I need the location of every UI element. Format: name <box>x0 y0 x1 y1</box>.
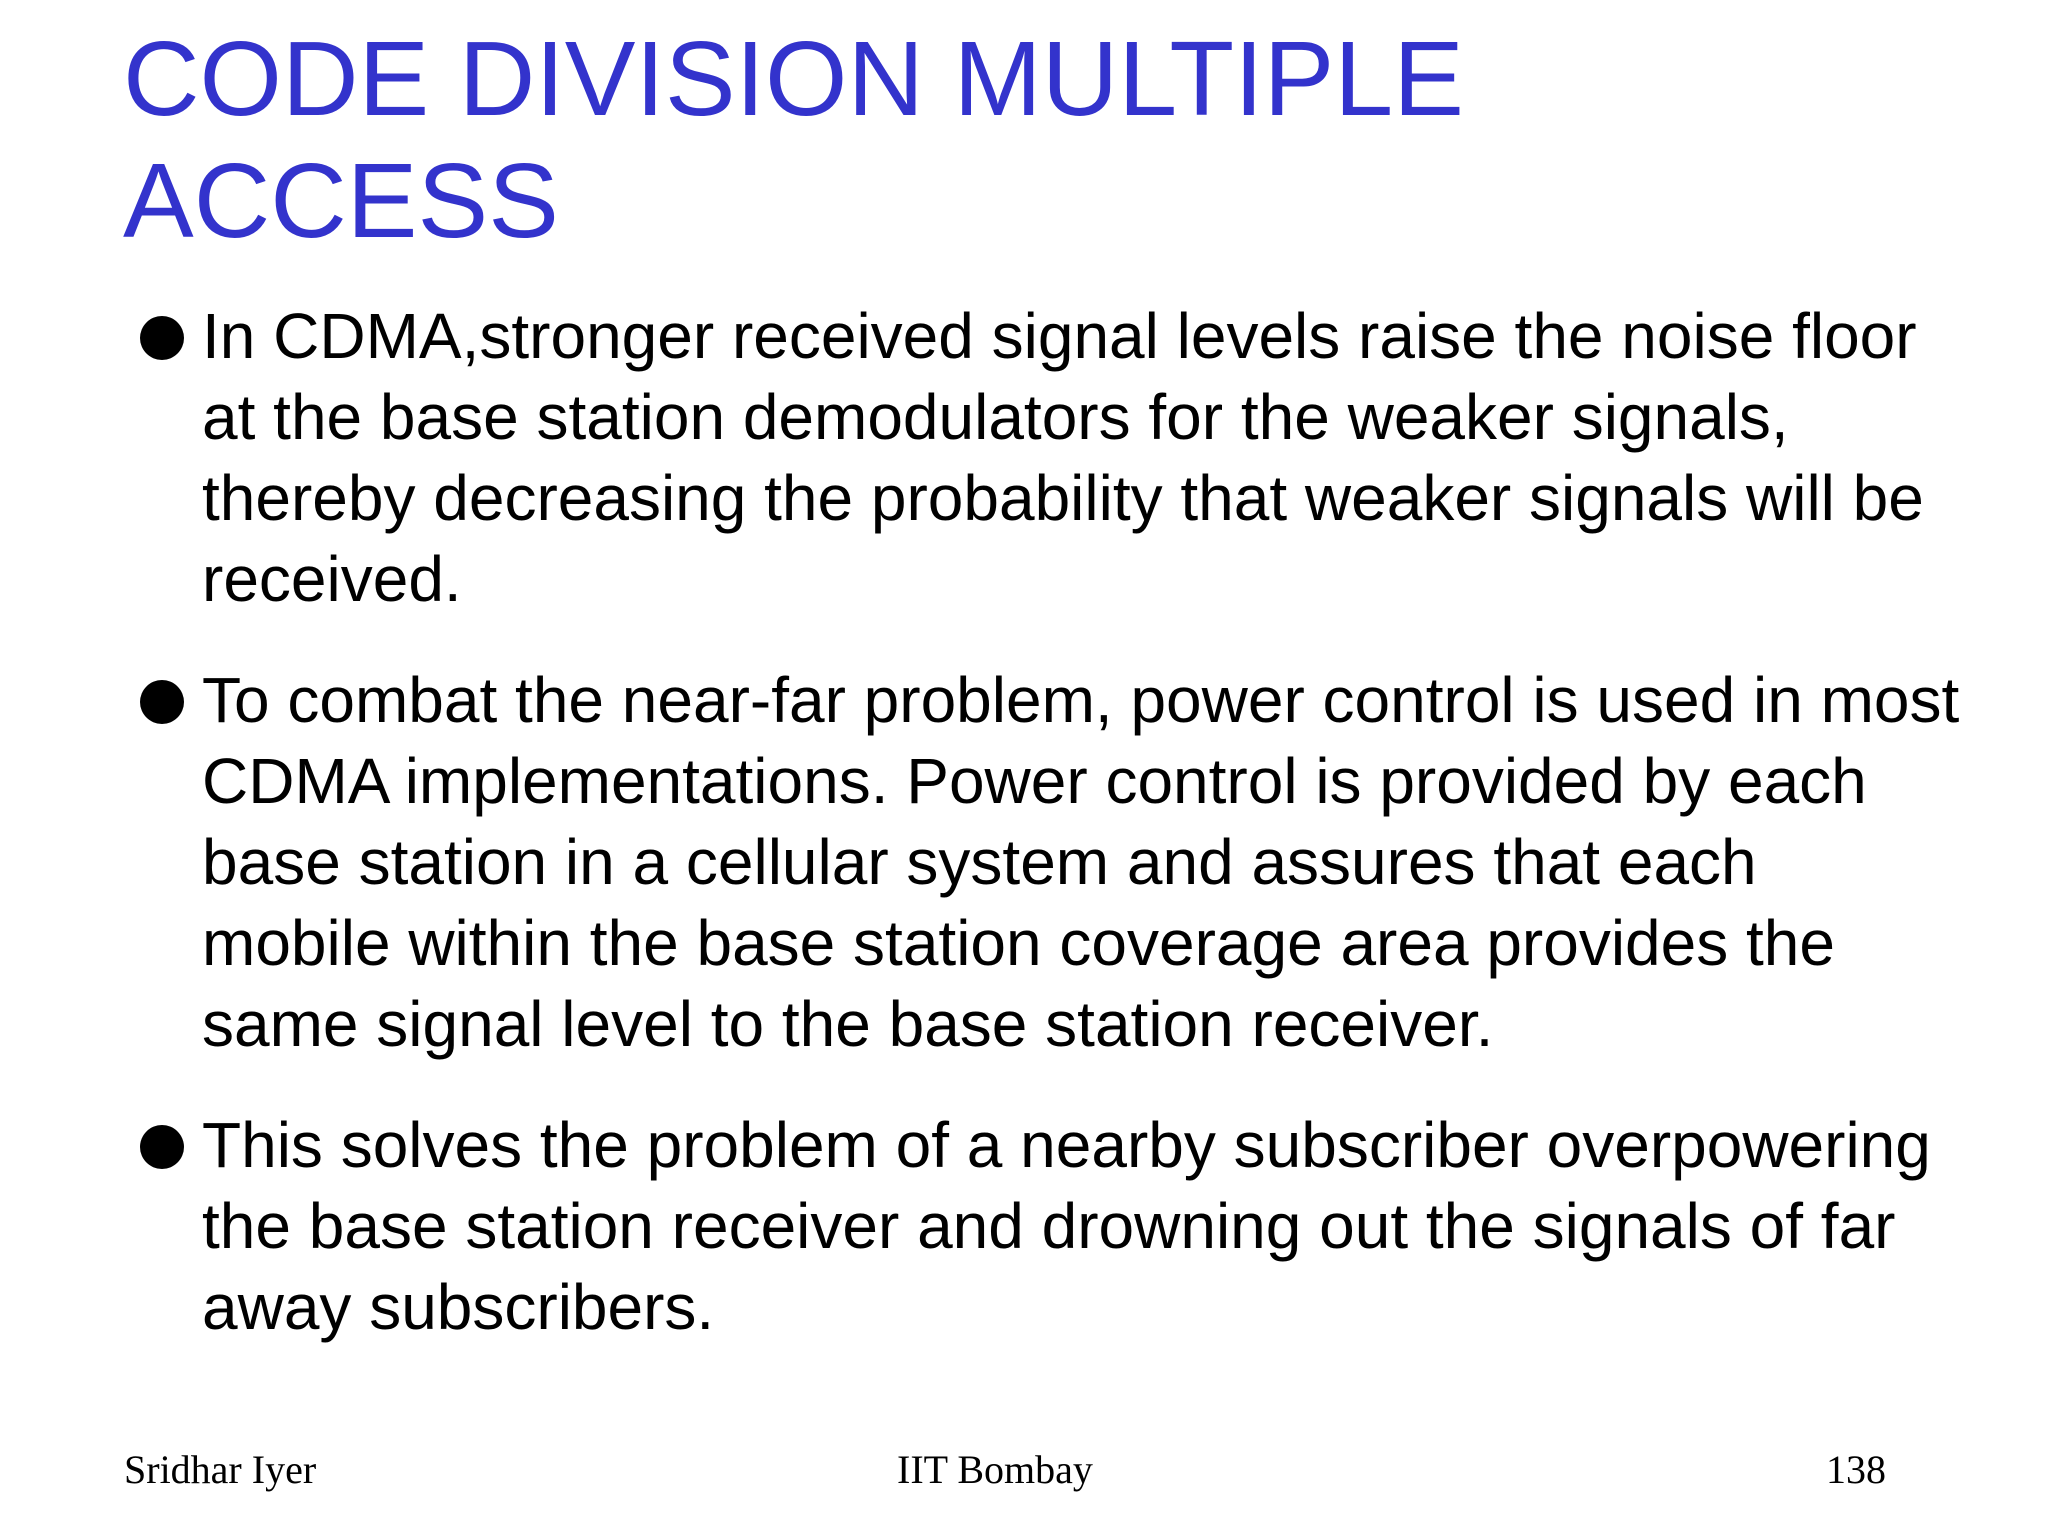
bullet-item <box>0 1105 2048 1348</box>
slide-title: CODE DIVISION MULTIPLE ACCESS <box>123 20 1464 260</box>
bullet-dot-icon <box>140 316 184 360</box>
bullet-item <box>0 296 2048 620</box>
bullet-item <box>0 660 2048 1065</box>
bullet-text: To combat the near-far problem, power control is used in most CDMA implementations. Power control is provided by each base station in a cellular system and assures that each mobile within the base station coverage area provides the same signal level to the base station receiver. <box>202 664 1960 1060</box>
footer-author: Sridhar Iyer <box>124 1447 317 1492</box>
footer-institution: IIT Bombay <box>897 1447 1093 1492</box>
bullet-text: This solves the problem of a nearby subscriber overpowering the base station receiver and drowning out the signals of far away subscribers. <box>202 1109 1931 1343</box>
bullet-text: In CDMA,stronger received signal levels raise the noise floor at the base station demodulators for the weaker signals, thereby decreasing the probability that weaker signals will be received. <box>202 300 1924 615</box>
bullet-dot-icon <box>140 1125 184 1169</box>
bullet-list <box>0 296 2048 1388</box>
footer-page-number: 138 <box>1826 1447 1886 1492</box>
bullet-dot-icon <box>140 680 184 724</box>
